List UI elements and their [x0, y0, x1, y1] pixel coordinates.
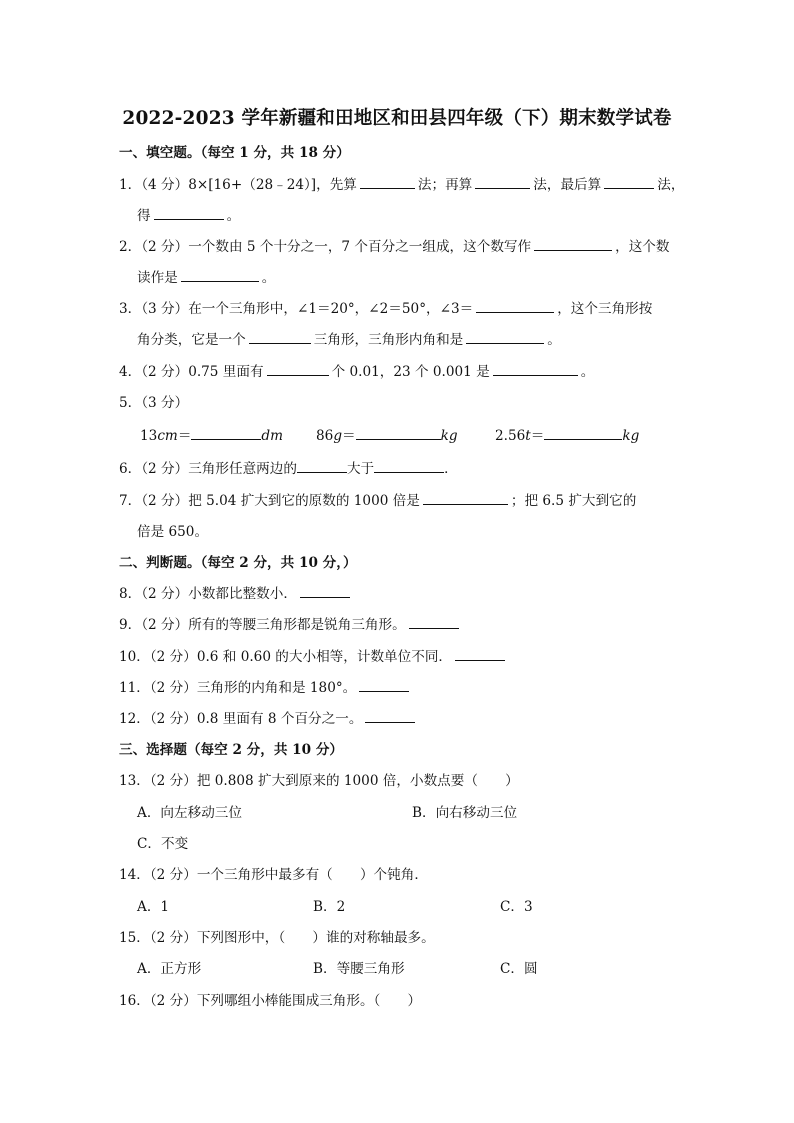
question-13: 13．（2 分）把 0.808 扩大到原来的 1000 倍，小数点要（ ）: [119, 773, 519, 789]
question-15-option-b[interactable]: B．等腰三角形: [313, 961, 405, 977]
question-1-cont: 得 。: [137, 208, 241, 224]
question-9: 9．（2 分）所有的等腰三角形都是锐角三角形。: [119, 615, 462, 635]
answer-blank[interactable]: [267, 363, 329, 376]
answer-blank[interactable]: [249, 331, 311, 344]
answer-blank[interactable]: [409, 616, 459, 629]
question-5-part-3: 2.56t＝ kg: [495, 428, 640, 444]
answer-blank[interactable]: [365, 710, 415, 723]
question-2-cont: 读作是 。: [137, 270, 276, 286]
answer-blank[interactable]: [181, 269, 259, 282]
question-7: 7．（2 分）把 5.04 扩大到它的原数的 1000 倍是 ；把 6.5 扩大到它的: [119, 493, 637, 509]
answer-blank[interactable]: [455, 648, 505, 661]
answer-blank[interactable]: [297, 460, 347, 473]
question-16: 16．（2 分）下列哪组小棒能围成三角形。（ ）: [119, 993, 422, 1009]
question-15-option-c[interactable]: C．圆: [500, 961, 538, 977]
question-8: 8．（2 分）小数都比整数小．: [119, 584, 353, 604]
section-2-heading: 二、判断题。（每空 2 分，共 10 分，）: [119, 555, 357, 571]
question-10: 10．（2 分）0.6 和 0.60 的大小相等，计数单位不同．: [119, 647, 508, 667]
question-5-part-1: 13cm＝ dm: [140, 428, 284, 444]
question-14-option-c[interactable]: C．3: [500, 899, 533, 915]
answer-blank[interactable]: [191, 427, 261, 440]
answer-blank[interactable]: [423, 492, 508, 505]
answer-blank[interactable]: [544, 427, 622, 440]
section-1-heading: 一、填空题。（每空 1 分，共 18 分）: [119, 145, 350, 161]
question-2: 2．（2 分）一个数由 5 个十分之一，7 个百分之一组成，这个数写作 ，这个数: [119, 239, 670, 255]
answer-blank[interactable]: [154, 207, 224, 220]
answer-blank[interactable]: [604, 176, 654, 189]
answer-blank[interactable]: [475, 176, 530, 189]
question-5: 5．（3 分）: [119, 395, 189, 411]
question-6: 6．（2 分）三角形任意两边的 大于 ．: [119, 461, 458, 477]
answer-blank[interactable]: [534, 238, 612, 251]
answer-blank[interactable]: [476, 300, 554, 313]
question-7-cont: 倍是 650。: [137, 524, 209, 540]
question-13-option-c[interactable]: C．不变: [137, 836, 189, 852]
answer-blank[interactable]: [360, 176, 415, 189]
question-15-option-a[interactable]: A．正方形: [137, 961, 202, 977]
question-3-cont: 角分类，它是一个 三角形，三角形内角和是 。: [137, 332, 561, 348]
question-15: 15．（2 分）下列图形中，（ ）谁的对称轴最多。: [119, 930, 435, 946]
question-11: 11．（2 分）三角形的内角和是 180°。: [119, 678, 412, 698]
question-13-option-a[interactable]: A．向左移动三位: [137, 805, 242, 821]
question-1: 1．（4 分）8×[16+（28﹣24）]，先算 法；再算 法，最后算 法，: [119, 177, 685, 193]
answer-blank[interactable]: [359, 679, 409, 692]
page-title: 2022-2023 学年新疆和田地区和田县四年级（下）期末数学试卷: [122, 108, 672, 129]
section-3-heading: 三、选择题（每空 2 分，共 10 分）: [119, 742, 344, 758]
question-4: 4．（2 分）0.75 里面有 个 0.01，23 个 0.001 是 。: [119, 364, 595, 380]
question-12: 12．（2 分）0.8 里面有 8 个百分之一。: [119, 709, 418, 729]
question-14-option-a[interactable]: A．1: [137, 899, 170, 915]
answer-blank[interactable]: [300, 585, 350, 598]
answer-blank[interactable]: [374, 460, 444, 473]
question-14: 14．（2 分）一个三角形中最多有（ ）个钝角．: [119, 867, 428, 883]
question-3: 3．（3 分）在一个三角形中，∠1＝20°，∠2＝50°，∠3＝ ，这个三角形按: [119, 301, 653, 317]
answer-blank[interactable]: [466, 331, 544, 344]
question-13-option-b[interactable]: B．向右移动三位: [412, 805, 518, 821]
answer-blank[interactable]: [356, 427, 441, 440]
question-5-part-2: 86g＝ kg: [316, 428, 458, 444]
question-14-option-b[interactable]: B．2: [313, 899, 346, 915]
answer-blank[interactable]: [493, 363, 578, 376]
